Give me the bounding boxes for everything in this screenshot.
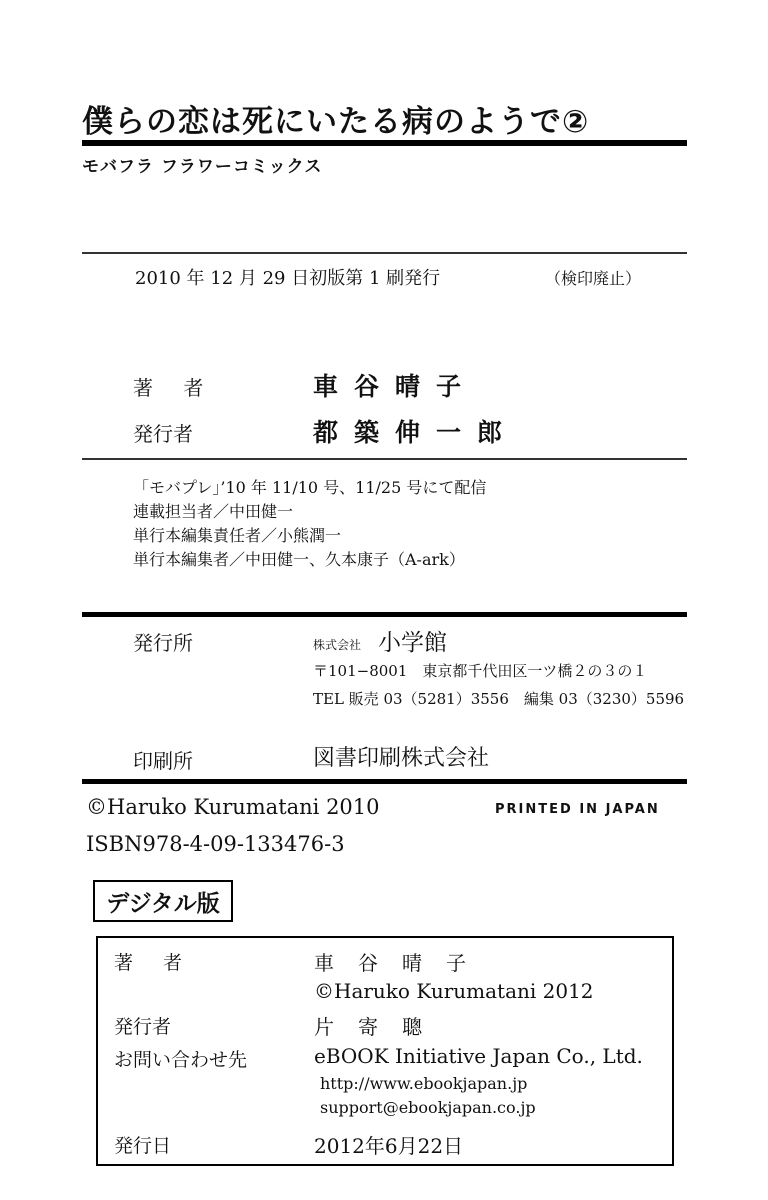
divider bbox=[82, 252, 687, 254]
author-label: 著 者 bbox=[133, 376, 216, 400]
edition-statement: 2010 年 12 月 29 日初版第 1 刷発行 bbox=[135, 268, 441, 289]
company-address: 〒101−8001 東京都千代田区一ツ橋２の３の１ bbox=[313, 662, 648, 680]
digital-contact-company: eBOOK Initiative Japan Co., Ltd. bbox=[314, 1044, 643, 1068]
company-name: 小学館 bbox=[378, 630, 447, 656]
digital-publisher-label: 発行者 bbox=[114, 1016, 172, 1038]
digital-publisher-name: 片寄聰 bbox=[314, 1015, 446, 1039]
digital-contact-email: support@ebookjapan.co.jp bbox=[320, 1098, 536, 1117]
stamp-note: （検印廃止） bbox=[545, 269, 642, 288]
digital-date: 2012年6月22日 bbox=[314, 1134, 464, 1158]
company-tel: TEL 販売 03（5281）3556 編集 03（3230）5596 bbox=[313, 690, 685, 708]
digital-contact-url: http://www.ebookjapan.jp bbox=[320, 1074, 528, 1093]
printer-name: 図書印刷株式会社 bbox=[313, 746, 490, 771]
note-line: 連載担当者／中田健一 bbox=[133, 502, 294, 521]
publisher-name: 都築伸一郎 bbox=[313, 418, 519, 447]
divider-thick bbox=[82, 612, 687, 617]
digital-date-label: 発行日 bbox=[114, 1135, 172, 1157]
printed-in: PRINTED IN JAPAN bbox=[495, 802, 660, 817]
digital-edition-label: デジタル版 bbox=[93, 880, 233, 922]
publishing-house-label: 発行所 bbox=[133, 631, 193, 655]
digital-author-label: 著 者 bbox=[114, 952, 195, 974]
publisher-label: 発行者 bbox=[133, 422, 193, 446]
note-line: 単行本編集責任者／小熊潤一 bbox=[133, 526, 342, 545]
imprint-label: モバフラ フラワーコミックス bbox=[82, 157, 323, 177]
isbn: ISBN978-4-09-133476-3 bbox=[86, 832, 345, 856]
book-title: 僕らの恋は死にいたる病のようで② bbox=[82, 104, 590, 140]
digital-author-name: 車谷晴子 bbox=[314, 951, 490, 975]
digital-copyright: ©Haruko Kurumatani 2012 bbox=[314, 979, 594, 1003]
digital-contact-label: お問い合わせ先 bbox=[114, 1049, 248, 1071]
divider-thick bbox=[82, 779, 687, 784]
note-line: 単行本編集者／中田健一、久本康子（A-ark） bbox=[133, 550, 465, 569]
printer-label: 印刷所 bbox=[133, 749, 193, 773]
note-line: 「モバプレ」’10 年 11/10 号、11/25 号にて配信 bbox=[133, 478, 487, 497]
company-prefix: 株式会社 bbox=[313, 638, 362, 652]
copyright: ©Haruko Kurumatani 2010 bbox=[86, 795, 380, 819]
digital-edition-box bbox=[96, 936, 674, 1166]
title-rule bbox=[82, 140, 687, 146]
author-name: 車谷晴子 bbox=[313, 372, 478, 401]
divider bbox=[82, 458, 687, 460]
